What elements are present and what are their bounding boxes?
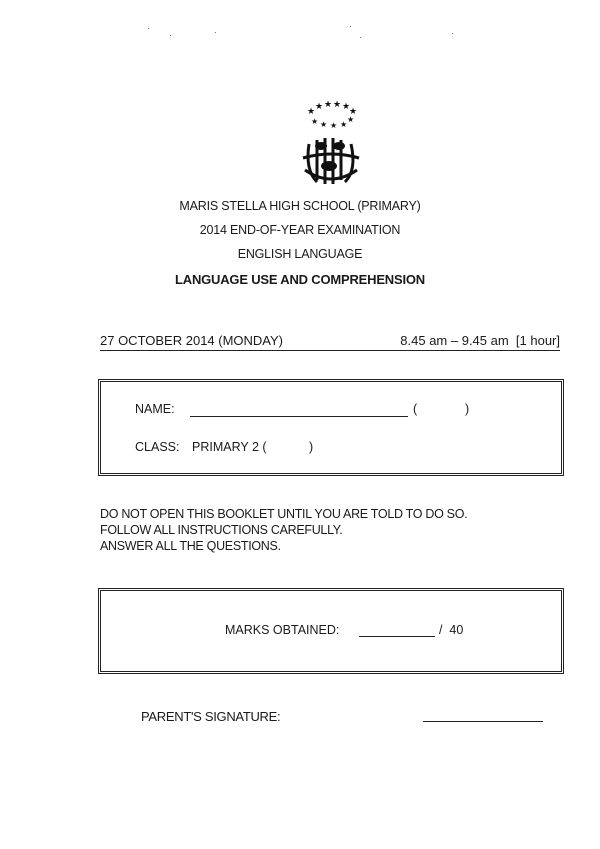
scan-speck (215, 32, 216, 33)
scan-speck (148, 28, 149, 29)
scan-speck (452, 33, 453, 34)
svg-text:★: ★ (307, 107, 316, 117)
index-paren-open: ( (413, 402, 418, 416)
svg-text:★: ★ (347, 115, 355, 124)
class-label: CLASS: (135, 440, 180, 454)
svg-text:★: ★ (315, 102, 324, 112)
school-crest-icon (295, 100, 367, 190)
parent-signature-label: PARENT'S SIGNATURE: (141, 709, 281, 724)
index-paren-close: ) (465, 402, 470, 416)
name-label: NAME: (135, 402, 175, 416)
scan-speck (360, 37, 361, 38)
svg-text:★: ★ (333, 100, 342, 110)
svg-text:★: ★ (320, 120, 328, 129)
name-field[interactable] (190, 416, 408, 417)
school-name: MARIS STELLA HIGH SCHOOL (PRIMARY) (179, 199, 421, 213)
scan-speck (170, 35, 171, 36)
svg-text:★: ★ (349, 107, 358, 117)
instruction-line: DO NOT OPEN THIS BOOKLET UNTIL YOU ARE TOLD TO DO SO. (100, 507, 468, 521)
paper-title: LANGUAGE USE AND COMPREHENSION (175, 272, 425, 287)
exam-title: 2014 END-OF-YEAR EXAMINATION (199, 223, 401, 237)
marks-label: MARKS OBTAINED: (225, 623, 340, 637)
instruction-line: ANSWER ALL THE QUESTIONS. (100, 539, 281, 553)
marks-field[interactable] (359, 636, 435, 637)
svg-text:★: ★ (324, 100, 333, 110)
svg-text:★: ★ (340, 120, 348, 129)
svg-text:★: ★ (342, 102, 351, 112)
instruction-line: FOLLOW ALL INSTRUCTIONS CAREFULLY. (100, 523, 343, 537)
exam-time: 8.45 am – 9.45 am [1 hour] (400, 333, 560, 348)
student-details-box (98, 379, 564, 476)
svg-text:★: ★ (330, 121, 338, 130)
subject-title: ENGLISH LANGUAGE (237, 247, 363, 261)
class-paren-close: ) (309, 440, 314, 454)
svg-text:★: ★ (311, 117, 319, 126)
marks-total: / 40 (439, 623, 464, 637)
scan-speck (350, 26, 351, 27)
exam-date: 27 OCTOBER 2014 (MONDAY) (100, 333, 284, 348)
schedule-row (100, 333, 560, 351)
parent-signature-field[interactable] (423, 721, 543, 722)
class-value: PRIMARY 2 ( (192, 440, 267, 454)
